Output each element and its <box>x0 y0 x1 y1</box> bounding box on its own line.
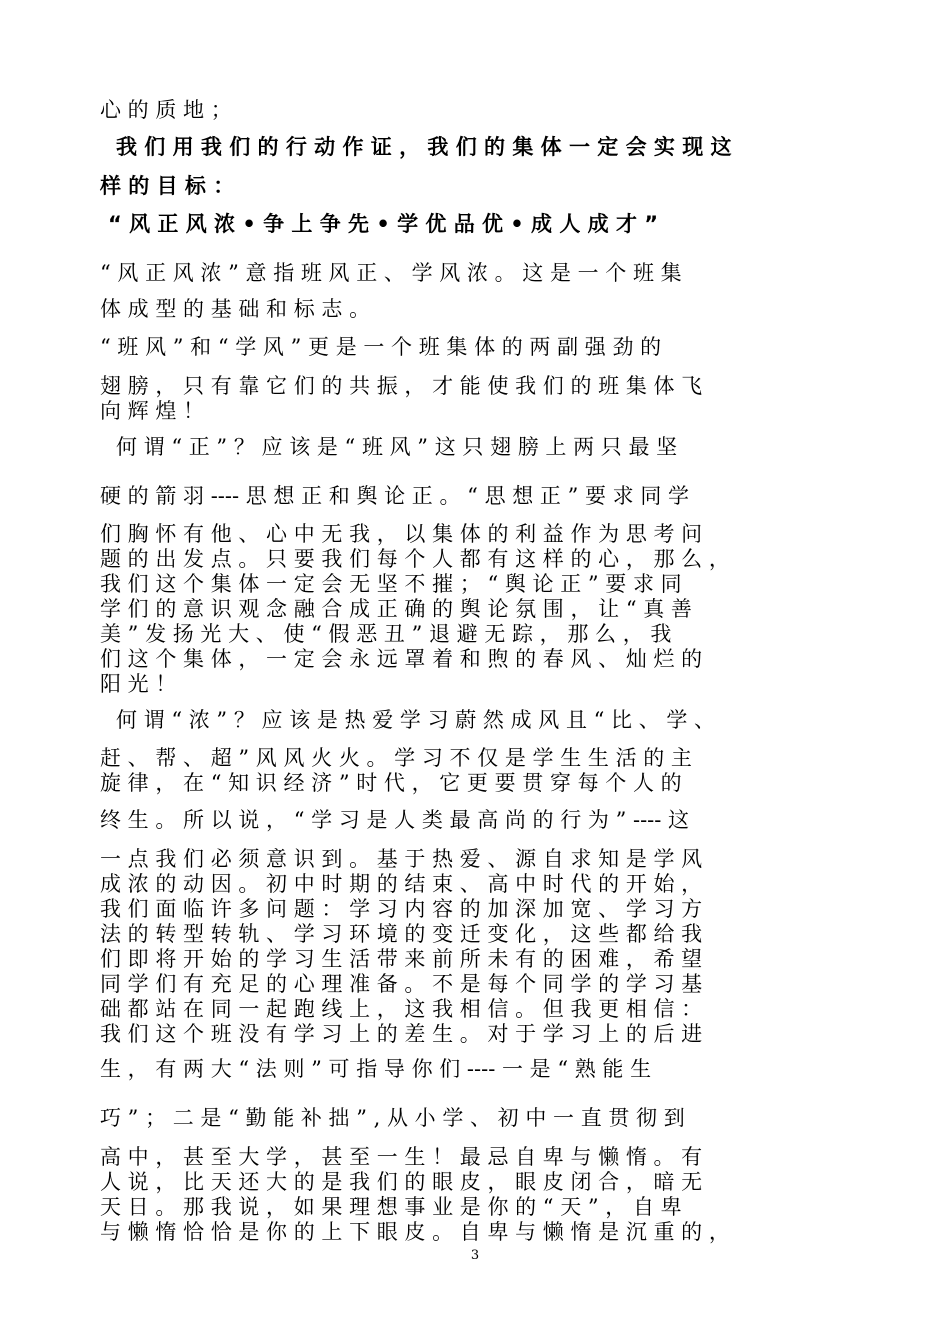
text-line: 我 们 这 个 班 没 有 学 习 上 的 差 生 。 对 于 学 习 上 的 后 进 <box>100 1022 703 1046</box>
text-line: 翅 膀 ， 只 有 靠 它 们 的 共 振 ， 才 能 使 我 们 的 班 集 体 飞 <box>100 374 703 398</box>
text-line: 天 日 。 那 我 说 ， 如 果 理 想 事 业 是 你 的 “ 天 ” ， 自 卑 <box>100 1195 682 1219</box>
text-line: 们 胸 怀 有 他 、 心 中 无 我 ， 以 集 体 的 利 益 作 为 思 考 问 <box>100 522 703 546</box>
text-line: 们 即 将 开 始 的 学 习 生 活 带 来 前 所 未 有 的 困 难 ， 希 望 <box>100 947 703 971</box>
text-line: 何 谓 “ 浓 ” ？ 应 该 是 热 爱 学 习 蔚 然 成 风 且 “ 比 、 学 、 <box>116 708 716 732</box>
text-line: 心 的 质 地 ； <box>100 98 232 122</box>
text-line: 巧 ” ； 二 是 “ 勤 能 补 拙 ” , 从 小 学 、 初 中 一 直 贯 彻 到 <box>100 1106 685 1130</box>
text-line: 赶 、 帮 、 超 ” 风 风 火 火 。 学 习 不 仅 是 学 生 生 活 的 主 <box>100 746 692 770</box>
text-line: 旋 律 ， 在 “ 知 识 经 济 ” 时 代 ， 它 更 要 贯 穿 每 个 人 的 <box>100 771 682 795</box>
text-line: 体 成 型 的 基 础 和 标 志 。 <box>100 297 371 321</box>
text-line: 一 点 我 们 必 须 意 识 到 。 基 于 热 爱 、 源 自 求 知 是 学 风 <box>100 847 703 871</box>
text-line: 成 浓 的 动 因 。 初 中 时 期 的 结 束 、 高 中 时 代 的 开 始 ， <box>100 872 703 896</box>
text-line: 们 这 个 集 体 ， 一 定 会 永 远 罩 着 和 煦 的 春 风 、 灿 烂 的 <box>100 647 703 671</box>
text-line: 法 的 转 型 转 轨 、 学 习 环 境 的 变 迁 变 化 ， 这 些 都 给 我 <box>100 922 703 946</box>
text-line: 同 学 们 有 充 足 的 心 理 准 备 。 不 是 每 个 同 学 的 学 习 基 <box>100 972 703 996</box>
text-line: 学 们 的 意 识 观 念 融 合 成 正 确 的 舆 论 氛 围 ， 让 “ 真 善 <box>100 597 692 621</box>
slogan-line: “ 风 正 风 浓 • 争 上 争 先 • 学 优 品 优 • 成 人 成 才 ” <box>108 212 659 236</box>
text-line: 美 ” 发 扬 光 大 、 使 “ 假 恶 丑 ” 退 避 无 踪 ， 那 么 ， 我 <box>100 622 672 646</box>
text-line: “ 风 正 风 浓 ” 意 指 班 风 正 、 学 风 浓 。 这 是 一 个 班 集 <box>100 261 682 285</box>
text-line: 我 们 面 临 许 多 问 题 ： 学 习 内 容 的 加 深 加 宽 、 学 习 方 <box>100 897 703 921</box>
text-line: 题 的 出 发 点 。 只 要 我 们 每 个 人 都 有 这 样 的 心 ， 那 么 ， <box>100 547 730 571</box>
text-line: 阳 光 ！ <box>100 672 177 696</box>
text-line: 何 谓 “ 正 ” ？ 应 该 是 “ 班 风 ” 这 只 翅 膀 上 两 只 最 坚 <box>116 435 678 459</box>
text-line: 终 生 。 所 以 说 ， “ 学 习 是 人 类 最 高 尚 的 行 为 ” ---- 这 <box>100 808 690 832</box>
text-line: 我 们 这 个 集 体 一 定 会 无 坚 不 摧 ； “ 舆 论 正 ” 要 求 同 <box>100 572 682 596</box>
text-line: 硬 的 箭 羽 ---- 思 想 正 和 舆 论 正 。 “ 思 想 正 ” 要 求 同 学 <box>100 484 690 508</box>
text-line: 高 中 ， 甚 至 大 学 ， 甚 至 一 生 ！ 最 忌 自 卑 与 懒 惰 。 有 <box>100 1145 703 1169</box>
text-line: 向 辉 煌 ！ <box>100 399 205 423</box>
text-line: 生 ， 有 两 大 “ 法 则 ” 可 指 导 你 们 ---- 一 是 “ 熟 能 生 <box>100 1057 652 1081</box>
text-line: 础 都 站 在 同 一 起 跑 线 上 ， 这 我 相 信 。 但 我 更 相 信 ： <box>100 997 703 1021</box>
text-line: “ 班 风 ” 和 “ 学 风 ” 更 是 一 个 班 集 体 的 两 副 强 劲 的 <box>100 335 662 359</box>
heading-line: 样 的 目 标 ： <box>100 174 235 198</box>
text-line: 人 说 ， 比 天 还 大 的 是 我 们 的 眼 皮 ， 眼 皮 闭 合 ， 暗 无 <box>100 1170 703 1194</box>
text-line: 与 懒 惰 恰 恰 是 你 的 上 下 眼 皮 。 自 卑 与 懒 惰 是 沉 重 的 ， <box>100 1220 730 1244</box>
heading-line: 我 们 用 我 们 的 行 动 作 证 ， 我 们 的 集 体 一 定 会 实 现 这 <box>116 135 732 159</box>
page-number: 3 <box>470 1248 480 1263</box>
